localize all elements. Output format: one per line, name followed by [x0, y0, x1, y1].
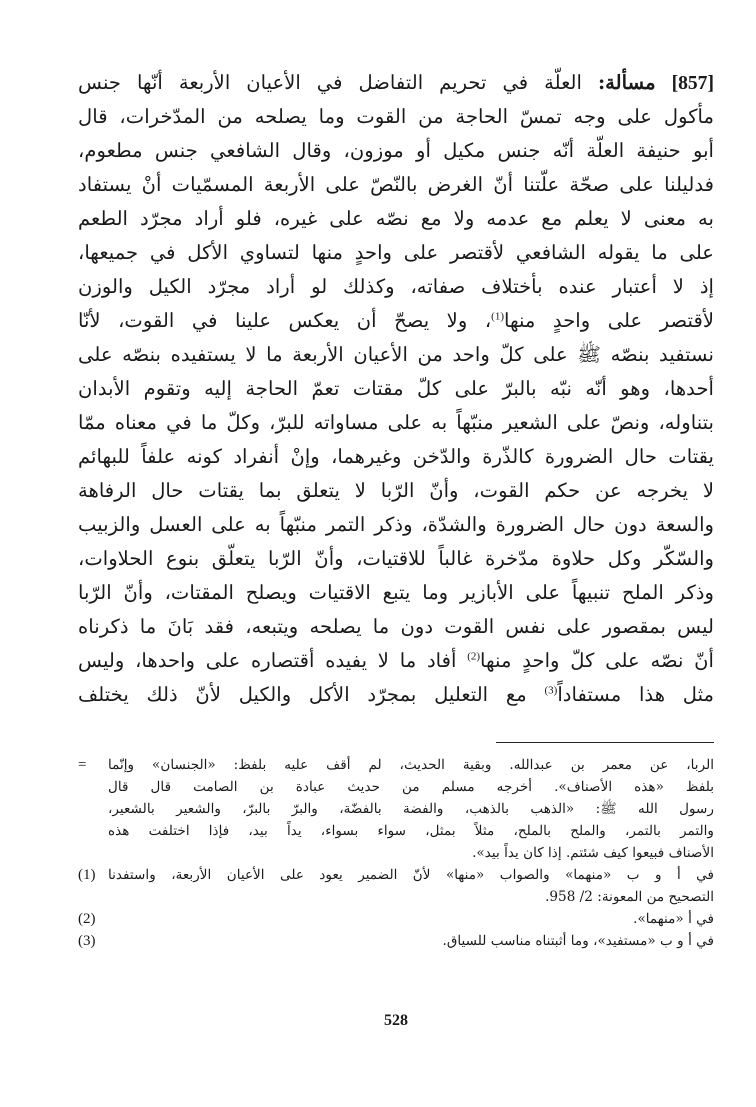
- footnote-line: الربا، عن معمر بن عبدالله. وبقية الحديث، لم أقف عليه بلفظ: «الجنسان» وإنّما: [108, 757, 714, 773]
- text-line: أحدها، وهو أنّه نبّه بالبرّ على كلّ مقتات تعمّ الحاجة إليه وتقوم الأبدان: [78, 377, 714, 400]
- main-text: [78, 66, 714, 712]
- text-line: فدليلنا على صحّة علّتنا أنّ الغرض بالنّصّ على الأربعة المسمّيات أنْ يستفاد: [78, 173, 714, 196]
- footnote-line: في أ و ب «مستفيد»، وما أثبتناه مناسب للسياق.: [442, 933, 714, 949]
- text-line: والسّكّر وكل حلاوة مدّخرة غالباً للاقتيات، وأنّ الرّبا يتعلّق بنوع الحلاوات،: [78, 547, 714, 570]
- footnote-ref-3[interactable]: (3): [544, 684, 558, 697]
- text-line: إذ لا أعتبار عنده بأختلاف صفاته، وكذلك لو أراد مجرّد الكيل والوزن: [78, 275, 714, 298]
- footnote-marker: (1): [78, 867, 96, 883]
- text-line: بتناوله، ونصّ على الشعير منبّهاً به على مساواته للبرّ، وكلّ ما في معناه ممّا: [78, 411, 714, 434]
- text-line: يقتات حال الضرورة كالذّرة والدّخن وغيرهما، وإنْ أنفراد كونه علفاً للبهائم: [78, 445, 714, 468]
- footnote-1: [78, 864, 714, 908]
- footnote-line: الأصناف فبيعوا كيف شئتم. إذا كان يداً بيد».: [472, 845, 714, 861]
- footnote-line: رسول الله ﷺ: «الذهب بالذهب، والفضة بالفضّة، والبرّ بالبرّ، والشعير بالشعير،: [108, 801, 714, 817]
- footnotes: [78, 754, 714, 952]
- footnote-line: في أ «منهما».: [633, 911, 714, 927]
- text-line: وذكر الملح تنبيهاً على الأبازير وما يتبع الاقتيات ويصلح المقتات، وأنّ الرّبا: [78, 581, 714, 604]
- text-line: لأقتصر على واحدٍ منها$^{(1)}$، ولا يصحّ أن يعكس علينا في القوت، لأنّا: [78, 309, 714, 332]
- issue-number: [857]: [671, 73, 714, 94]
- continuation-marker: =: [78, 757, 87, 773]
- text-line: أبو حنيفة العلّة أنّه جنس مكيل أو موزون، وقال الشافعي جنس مطعوم،: [78, 139, 714, 162]
- text-line: نستفيد بنصّه ﷺ على كلّ واحد من الأعيان الأربعة ما لا يستفيده بنصّه على: [78, 343, 714, 366]
- footnote-ref-2[interactable]: (2): [467, 650, 481, 663]
- footnote-line: بلفظ «هذه الأصناف». أخرجه مسلم من حديث عبادة بن الصامت قال قال: [108, 779, 714, 795]
- footnote-marker: (2): [78, 911, 96, 927]
- footnote-2: [78, 908, 714, 930]
- text-line: [857] مسألة: العلّة في تحريم التفاضل في الأعيان الأربعة أنّها جنس: [78, 71, 714, 94]
- book-page: [78, 66, 714, 1066]
- text-line: ليس بمقصور على نفس القوت دون ما يصلحه ويتبعه، فقد بَانَ ما ذكرناه: [78, 615, 714, 638]
- text-line: والسعة دون حال الضرورة والشدّة، وذكر التمر منبّهاً به على العسل والزبيب: [78, 513, 714, 536]
- page-number: 528: [384, 1012, 408, 1029]
- issue-heading: مسألة:: [597, 71, 656, 94]
- footnote-continuation: [78, 754, 714, 864]
- text-line: مثل هذا مستفاداً$^{(3)}$ مع التعليل بمجرّد الأكل والكيل لأنّ ذلك يختلف: [78, 683, 714, 706]
- footnote-separator: [496, 742, 714, 743]
- footnote-3: [78, 930, 714, 952]
- text-line: به معنى لا يعلم مع عدمه ولا مع نصّه على غيره، فلو أراد مجرّد الطعم: [78, 207, 714, 230]
- text-line: مأكول على وجه تمسّ الحاجة من القوت وما يصلحه من المدّخرات، قال: [78, 105, 714, 128]
- footnote-line: التصحيح من المعونة: 2/ 958.: [545, 889, 714, 905]
- footnote-marker: (3): [78, 933, 96, 949]
- footnote-ref-1[interactable]: (1): [491, 310, 504, 323]
- text-line: أنّ نصّه على كلّ واحدٍ منها$^{(2)}$ أفاد ما لا يفيده أقتصاره على واحدها، وليس: [78, 649, 714, 672]
- text-line: لا يخرجه عن حكم القوت، وأنّ الرّبا لا يتعلق بما يقتات حال الرفاهة: [78, 479, 714, 502]
- footnote-line: والتمر بالتمر، والملح بالملح، مثلاً بمثل، سواء بسواء، يداً بيد، فإذا اختلفت هذه: [108, 823, 714, 839]
- footnote-line: في أ و ب «منهما» والصواب «منها» لأنّ الضمير يعود على الأعيان الأربعة، واستفدنا: [108, 867, 714, 883]
- text-line: على ما يقوله الشافعي لأقتصر على واحدٍ منها لتساوي الأكل في جميعها،: [78, 241, 714, 264]
